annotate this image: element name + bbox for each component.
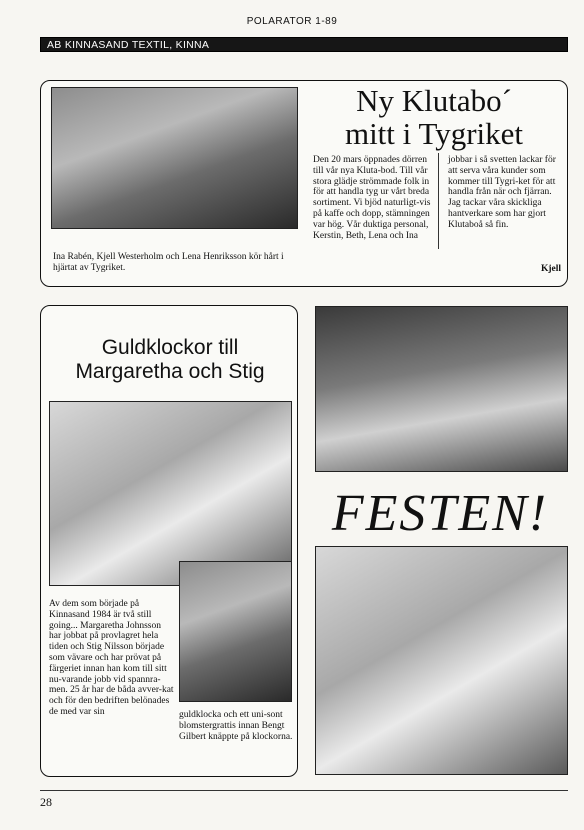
photo-caption: Ina Rabén, Kjell Westerholm och Lena Henriksson kör hårt i hjärtat av Tygriket. — [53, 252, 284, 273]
article-column-2: jobbar i så svetten lackar för att serva våra kunder som kommer till Tygri-ket för att handla från när och fjärran. Jag tackar våra skickliga hantverkare som har gjort Klutaboå så fin. — [448, 155, 556, 230]
article-text-right: guldklocka och ett uni-sont blomstergrattis innan Bengt Gilbert knäppte på klockorna. — [179, 710, 293, 742]
footer-rule — [40, 790, 568, 791]
photo-party-women — [315, 546, 568, 775]
headline-line1: Guldklockor till — [101, 336, 239, 359]
company-bar: AB KINNASAND TEXTIL, KINNA — [40, 37, 568, 52]
article-text-left: Av dem som började på Kinnasand 1984 är två still going... Margaretha Johnsson har jobbat på provlagret hela tiden och Stig Nilsson började som vävare och har prövat på färgeriet innan han kom till sitt nu-varande jobb vid spannra-men. 25 år har de båda avver-kat och för den bedriften belönades de med var sin — [49, 599, 174, 717]
photo-stig-portrait — [179, 561, 292, 702]
article-headline — [45, 336, 295, 384]
magazine-header: POLARATOR 1-89 — [246, 16, 338, 27]
article-guldklockor — [40, 305, 298, 777]
article-headline — [309, 85, 559, 150]
photo-margaretha-stig — [49, 401, 292, 586]
article-klutabo — [40, 80, 568, 287]
column-divider — [438, 153, 439, 249]
article-signature: Kjell — [540, 264, 561, 274]
headline-line2: Margaretha och Stig — [75, 360, 265, 384]
headline-line2: mitt i Tygriket — [344, 115, 524, 151]
photo-party-guests — [315, 306, 568, 472]
photo-staff-trio — [51, 87, 298, 229]
headline-line1: Ny Klutabo´ — [356, 83, 512, 118]
page-number: 28 — [40, 795, 52, 809]
article-column-1: Den 20 mars öppnades dörren till vår nya Kluta-bod. Till vår stora glädje strömmade folk in för att handla tyg ur vårt breda sortiment. Vi bjöd naturligt-vis på kaffe och dopp, stämningen var hög. Vår duktiga personal, Kerstin, Beth, Lena och Ina — [313, 155, 431, 241]
festen-headline: FESTEN! — [331, 485, 549, 542]
